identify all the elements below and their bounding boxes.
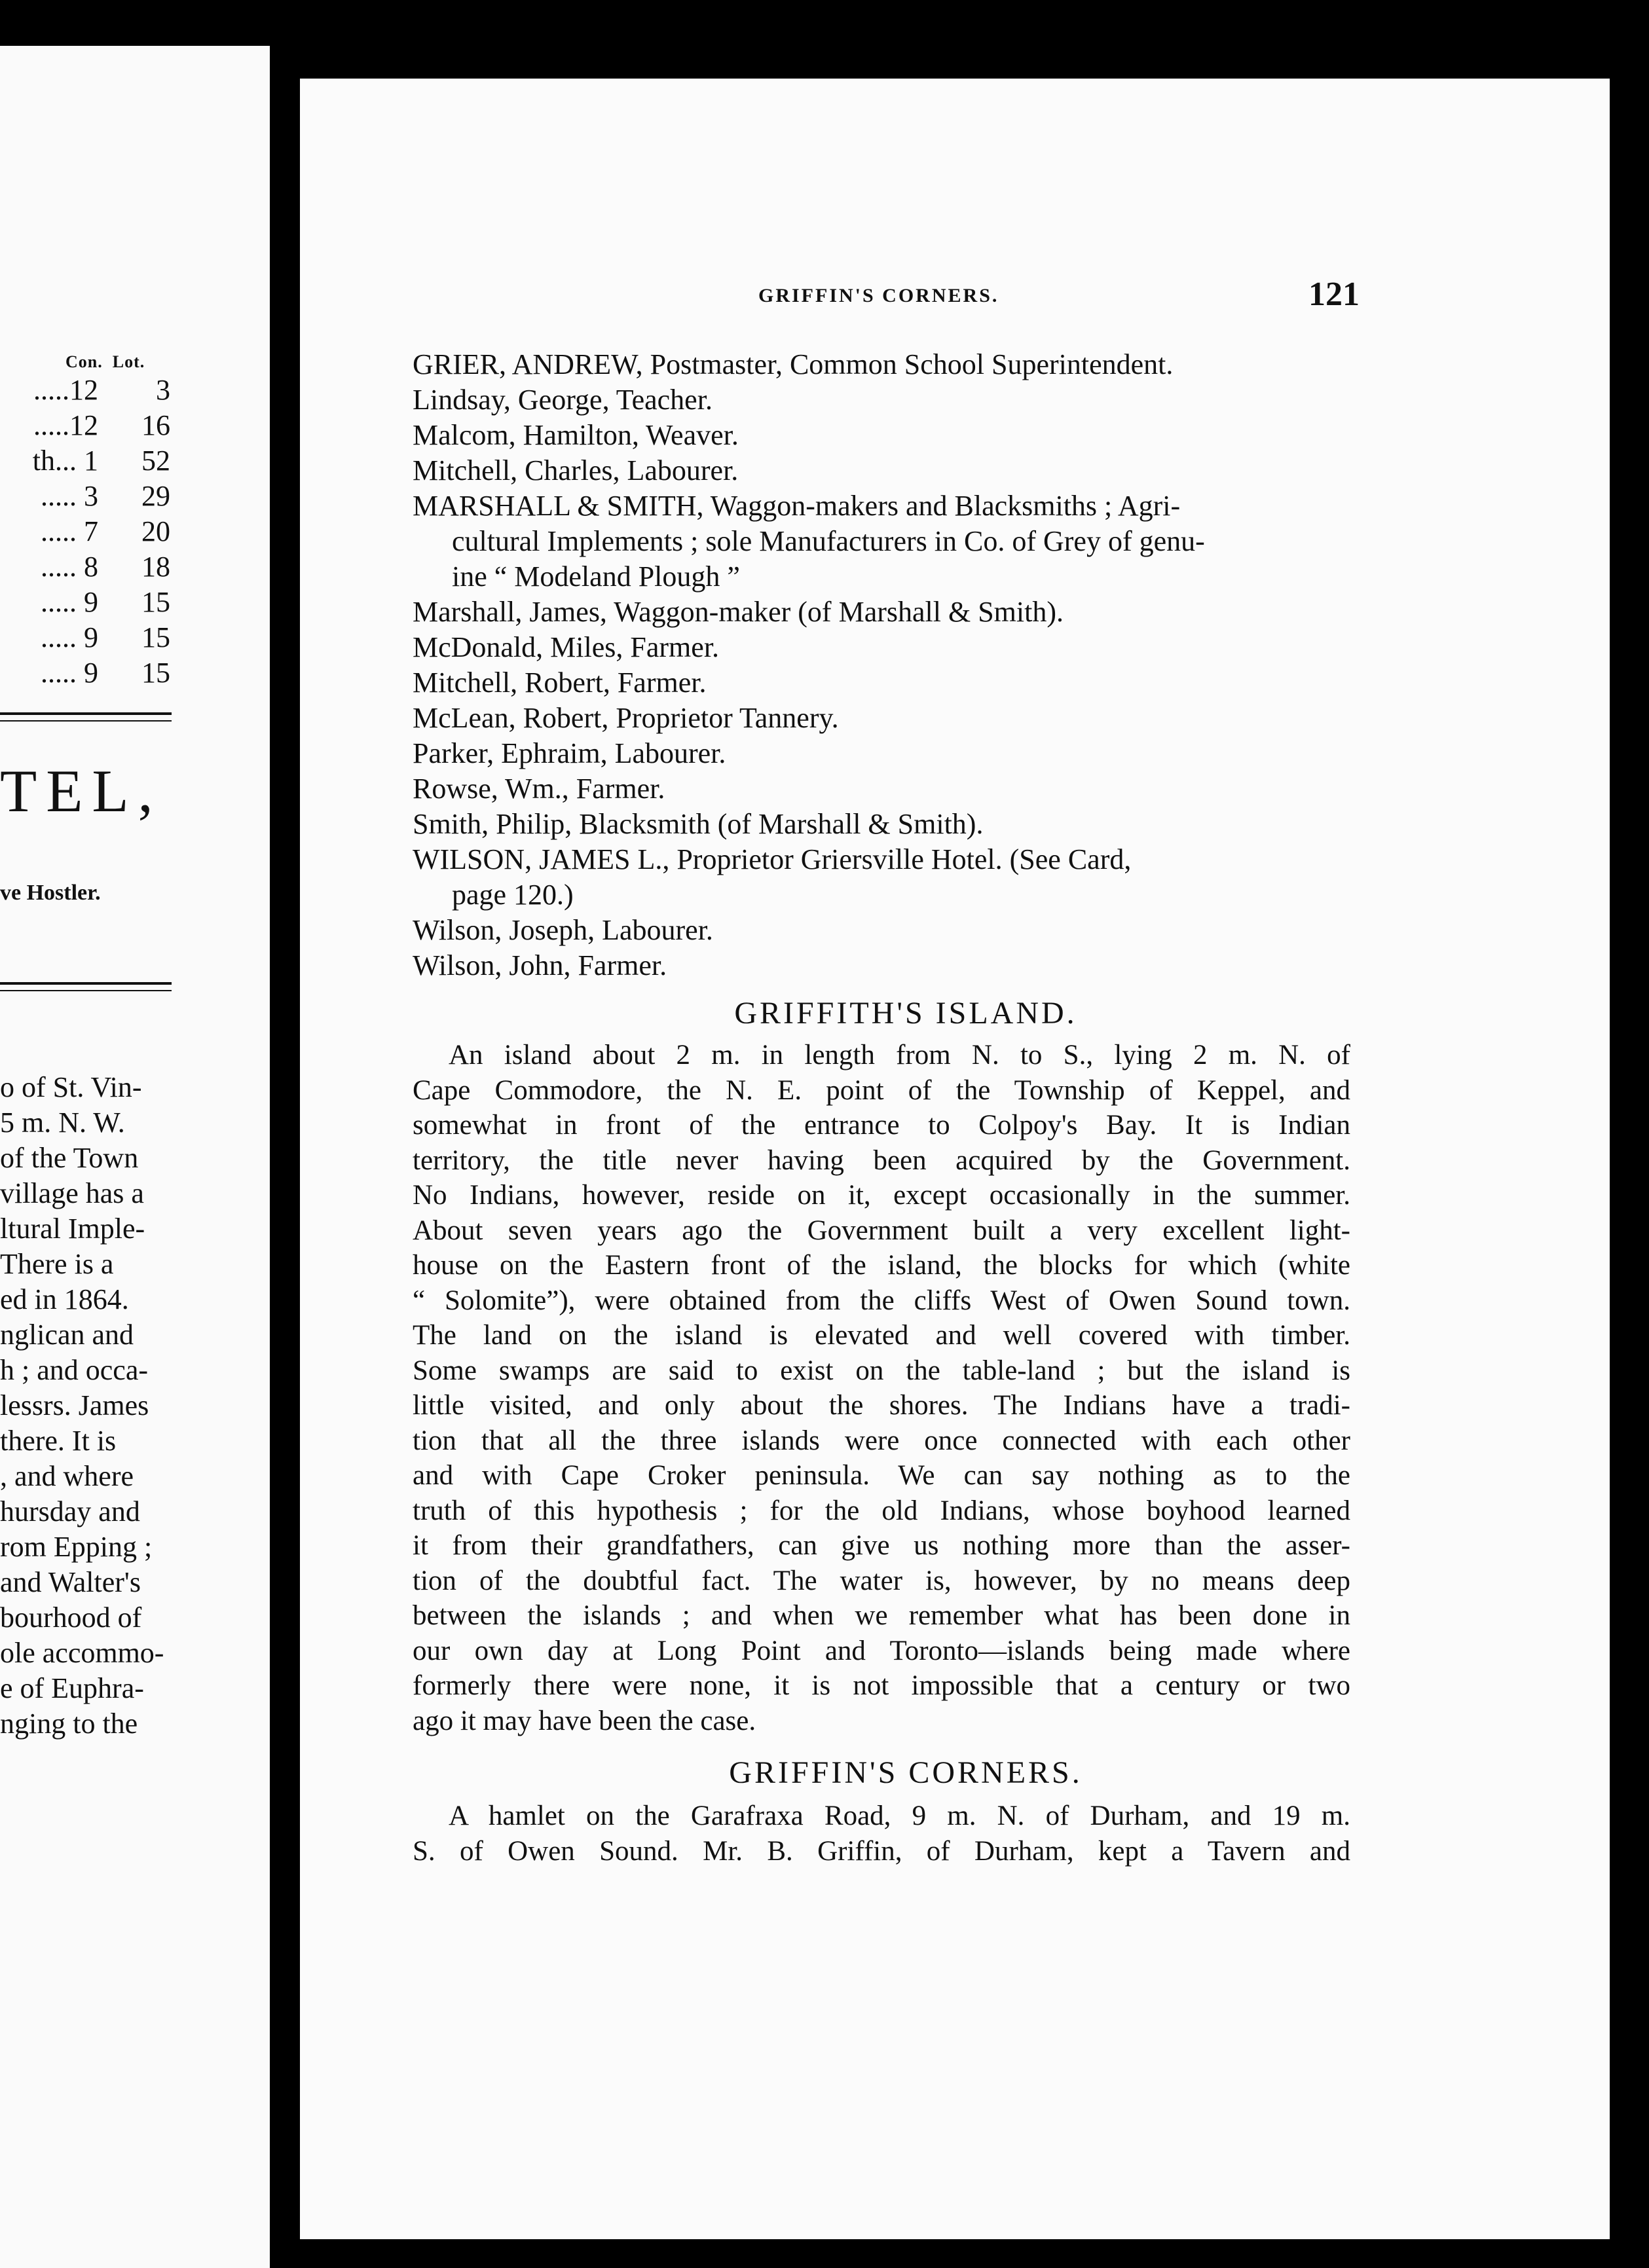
paragraph-fragment: ed in 1864. <box>0 1283 129 1315</box>
paragraph-line: and with Cape Croker peninsula. We can say nothing as to the <box>413 1460 1350 1491</box>
paragraph-line: somewhat in front of the entrance to Colpoy's Bay. It is Indian <box>413 1110 1350 1141</box>
paragraph-fragment: nglican and <box>0 1319 134 1351</box>
paragraph-fragment: bourhood of <box>0 1601 142 1634</box>
paragraph-fragment: ltural Imple- <box>0 1213 145 1245</box>
directory-entry: Mitchell, Robert, Farmer. <box>413 667 707 699</box>
hotel-heading-fragment: TEL, <box>0 758 162 824</box>
paragraph-line: An island about 2 m. in length from N. to S., lying 2 m. N. of <box>449 1040 1350 1070</box>
directory-entry: Parker, Ephraim, Labourer. <box>413 737 726 769</box>
paragraph-line: territory, the title never having been acquired by the Government. <box>413 1144 1350 1176</box>
directory-entry: GRIER, ANDREW, Postmaster, Common School Superintendent. <box>413 348 1174 380</box>
double-rule <box>0 712 172 715</box>
directory-entry: Malcom, Hamilton, Weaver. <box>413 419 739 451</box>
page-number: 121 <box>1308 276 1360 313</box>
double-rule <box>0 982 172 985</box>
paragraph-line: it from their grandfathers, can give us nothing more than the asser- <box>413 1530 1350 1561</box>
table-row: ..... 7 20 <box>41 515 170 547</box>
paragraph-fragment: lessrs. James <box>0 1389 149 1421</box>
directory-entry: McDonald, Miles, Farmer. <box>413 631 720 663</box>
paragraph-line: house on the Eastern front of the island, the blocks for which (white <box>413 1250 1350 1281</box>
paragraph-line: Some swamps are said to exist on the table-land ; but the island is <box>413 1355 1350 1386</box>
directory-entry: ine “ Modeland Plough ” <box>452 560 740 593</box>
directory-entry: Wilson, John, Farmer. <box>413 949 667 981</box>
paragraph-line: tion of the doubtful fact. The water is, however, by no means deep <box>413 1565 1350 1596</box>
left-page <box>0 46 270 2268</box>
paragraph-fragment: village has a <box>0 1177 144 1209</box>
table-row: .....12 3 <box>33 374 170 406</box>
directory-entry: Mitchell, Charles, Labourer. <box>413 454 739 486</box>
table-row: ..... 9 15 <box>41 657 170 689</box>
paragraph-fragment: there. It is <box>0 1425 117 1457</box>
directory-entry: Wilson, Joseph, Labourer. <box>413 914 713 946</box>
paragraph-fragment: and Walter's <box>0 1566 141 1598</box>
section-paragraph <box>413 1038 1350 1738</box>
double-rule <box>0 720 172 722</box>
paragraph-fragment: nging to the <box>0 1708 138 1740</box>
paragraph-line: tion that all the three islands were once connected with each other <box>413 1425 1350 1456</box>
paragraph-line: About seven years ago the Government built a very excellent light- <box>413 1215 1350 1246</box>
paragraph-line: little visited, and only about the shores. The Indians have a tradi- <box>413 1390 1350 1421</box>
paragraph-line: The land on the island is elevated and well covered with timber. <box>413 1320 1350 1351</box>
paragraph-fragment: , and where <box>0 1460 134 1492</box>
table-row: .....12 16 <box>33 409 170 441</box>
paragraph-fragment: o of St. Vin- <box>0 1071 142 1103</box>
paragraph-line: “ Solomite”), were obtained from the cliffs West of Owen Sound town. <box>413 1285 1350 1316</box>
directory-entry: Rowse, Wm., Farmer. <box>413 773 665 805</box>
table-row: ..... 9 15 <box>41 586 170 618</box>
table-row: ..... 9 15 <box>41 621 170 653</box>
table-row: th... 1 52 <box>32 445 170 477</box>
paragraph-fragment: hursday and <box>0 1495 140 1527</box>
paragraph-line: Cape Commodore, the N. E. point of the Township of Keppel, and <box>413 1074 1350 1106</box>
directory-entry: WILSON, JAMES L., Proprietor Griersville Hotel. (See Card, <box>413 843 1132 875</box>
section-paragraph <box>413 1799 1350 1869</box>
directory-entry: Marshall, James, Waggon-maker (of Marshall & Smith). <box>413 596 1064 628</box>
paragraph-fragment: rom Epping ; <box>0 1531 153 1563</box>
paragraph-fragment: 5 m. N. W. <box>0 1107 125 1139</box>
paragraph-fragment: There is a <box>0 1248 114 1280</box>
paragraph-line: ago it may have been the case. <box>413 1705 756 1736</box>
con-header: Con. <box>65 352 103 371</box>
table-header <box>65 352 145 372</box>
paragraph-fragment: ole accommo- <box>0 1637 164 1669</box>
paragraph-line: truth of this hypothesis ; for the old Indians, whose boyhood learned <box>413 1495 1350 1526</box>
directory-entry: page 120.) <box>452 879 574 911</box>
directory-entry: Smith, Philip, Blacksmith (of Marshall & Smith). <box>413 808 984 840</box>
hostler-fragment: ve Hostler. <box>0 881 101 905</box>
section-heading: GRIFFITH'S ISLAND. <box>734 996 1077 1031</box>
paragraph-fragment: e of Euphra- <box>0 1672 144 1704</box>
directory-entry: McLean, Robert, Proprietor Tannery. <box>413 702 839 734</box>
paragraph-line: S. of Owen Sound. Mr. B. Griffin, of Durham, kept a Tavern and <box>413 1835 1350 1867</box>
paragraph-line: our own day at Long Point and Toronto—islands being made where <box>413 1635 1350 1666</box>
paragraph-fragment: h ; and occa- <box>0 1354 148 1386</box>
paragraph-line: between the islands ; and when we remember what has been done in <box>413 1600 1350 1631</box>
directory-entry: Lindsay, George, Teacher. <box>413 384 713 416</box>
directory-entry: MARSHALL & SMITH, Waggon-makers and Blacksmiths ; Agri- <box>413 490 1181 522</box>
lot-header: Lot. <box>112 352 145 371</box>
right-page <box>300 79 1610 2239</box>
paragraph-line: A hamlet on the Garafraxa Road, 9 m. N. of Durham, and 19 m. <box>449 1801 1350 1831</box>
paragraph-line: formerly there were none, it is not impossible that a century or two <box>413 1670 1350 1701</box>
table-row: ..... 3 29 <box>41 480 170 512</box>
paragraph-line: No Indians, however, reside on it, except occasionally in the summer. <box>413 1180 1350 1211</box>
section-heading: GRIFFIN'S CORNERS. <box>729 1755 1083 1790</box>
table-row: ..... 8 18 <box>41 551 170 583</box>
running-head: GRIFFIN'S CORNERS. <box>758 285 999 306</box>
paragraph-fragment: of the Town <box>0 1142 139 1174</box>
directory-entry: cultural Implements ; sole Manufacturers in Co. of Grey of genu- <box>452 525 1205 557</box>
double-rule <box>0 990 172 991</box>
